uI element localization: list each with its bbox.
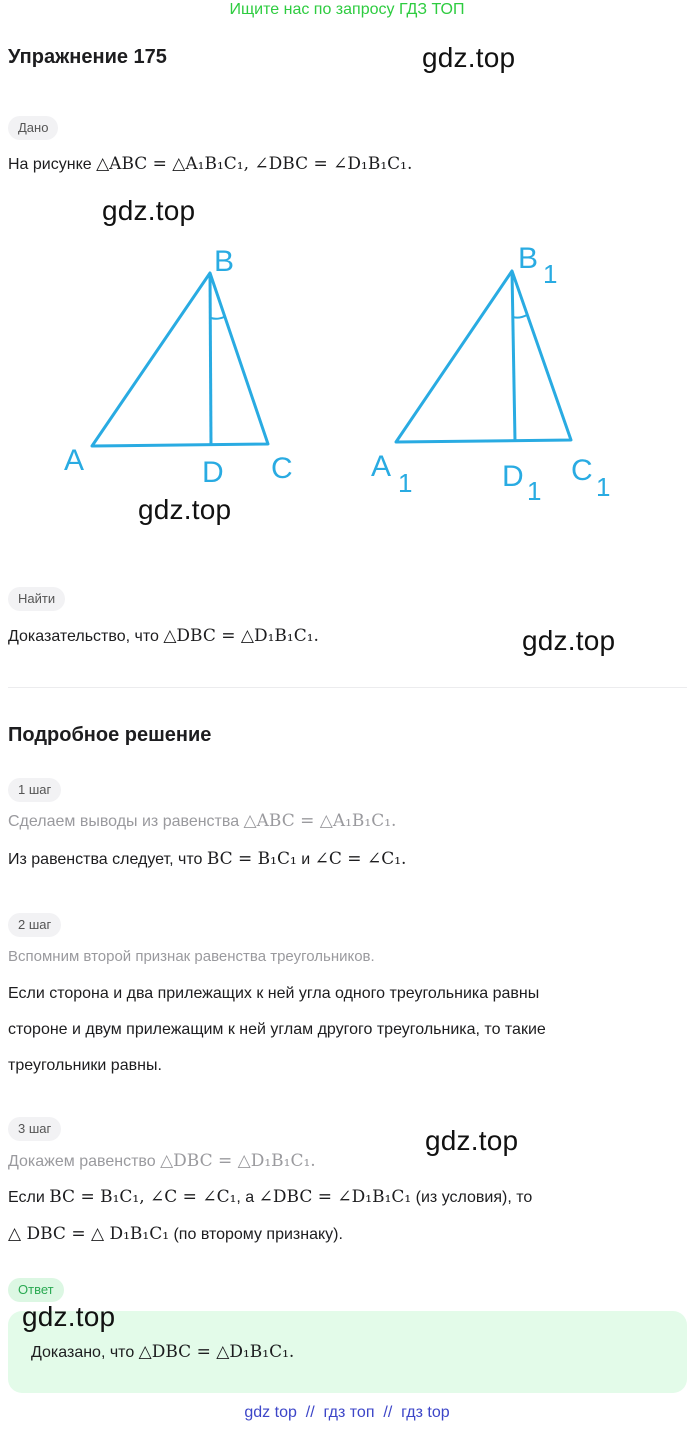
angle-mark-d1b1c1 — [513, 315, 527, 318]
step-1-text-prefix: Из равенства следует, что — [8, 851, 207, 868]
label-c1: C — [571, 454, 593, 487]
label-c1-sub: 1 — [596, 472, 611, 502]
step-3-tag: 3 шаг — [8, 1117, 61, 1141]
answer-math: △DBC = △D₁B₁C₁. — [138, 1342, 295, 1362]
step-1-hint-prefix: Сделаем выводы из равенства — [8, 813, 244, 830]
step-1-math-2: ∠C = ∠C₁. — [314, 849, 407, 869]
given-text — [8, 154, 412, 174]
search-banner[interactable]: Ищите нас по запросу ГДЗ ТОП — [229, 1, 465, 18]
label-d: D — [202, 456, 224, 489]
label-d1: D — [502, 460, 524, 493]
step-2-text — [8, 976, 688, 1084]
watermark: gdz.top — [138, 494, 232, 525]
segment-b1d1 — [512, 271, 515, 441]
angle-mark-dbc — [211, 317, 224, 319]
label-d1-sub: 1 — [527, 476, 542, 506]
step-3-l1-a: Если — [8, 1189, 50, 1206]
label-a: A — [64, 444, 85, 477]
find-math: △DBC = △D₁B₁C₁. — [163, 626, 319, 646]
given-prefix: На рисунке — [8, 156, 97, 173]
page-title: Упражнение 175 — [8, 46, 167, 68]
given-tag: Дано — [8, 116, 58, 140]
step-2-hint: Вспомним второй признак равенства треугольников. — [8, 948, 375, 965]
watermark: gdz.top — [102, 195, 196, 226]
label-b1-sub: 1 — [543, 259, 558, 289]
step-3-l2-c: (по второму признаку). — [169, 1226, 343, 1243]
label-b1: B — [518, 242, 539, 275]
label-c: C — [271, 452, 293, 485]
step-2-line-3: треугольники равны. — [8, 1057, 162, 1074]
find-text — [8, 626, 319, 646]
step-3-l2-math: △ DBC = △ D₁B₁C₁ — [8, 1224, 170, 1244]
watermark: gdz.top — [522, 625, 616, 656]
answer-tag: Ответ — [8, 1278, 64, 1302]
find-prefix: Доказательство, что — [8, 628, 164, 645]
step-3-l1-math-1: BC = B₁C₁, ∠C = ∠C₁ — [49, 1187, 237, 1207]
step-1-hint-math: △ABC = △A₁B₁C₁. — [243, 811, 397, 831]
watermark: gdz.top — [22, 1301, 116, 1332]
step-1-text — [8, 849, 406, 869]
step-3-hint-math: △DBC = △D₁B₁C₁. — [160, 1151, 316, 1171]
step-1-hint — [8, 811, 396, 831]
triangle-abc — [92, 273, 268, 446]
step-3-l1-math-2: ∠DBC = ∠D₁B₁C₁ — [258, 1187, 412, 1207]
step-3-line-2 — [8, 1224, 343, 1244]
triangles-figure — [0, 230, 694, 520]
segment-bd — [210, 273, 211, 445]
step-3-l1-b: , а — [236, 1189, 259, 1206]
divider — [8, 687, 687, 688]
watermark: gdz.top — [425, 1125, 519, 1156]
step-2-line-2: стороне и двум прилежащим к ней углам другого треугольника, то такие — [8, 1021, 546, 1038]
step-3-line-1 — [8, 1187, 532, 1207]
label-a1-sub: 1 — [398, 468, 413, 498]
watermark: gdz.top — [422, 42, 516, 73]
answer-prefix: Доказано, что — [31, 1344, 139, 1361]
triangle-a1b1c1 — [396, 271, 571, 442]
step-3-hint — [8, 1151, 316, 1171]
step-2-tag: 2 шаг — [8, 913, 61, 937]
find-tag: Найти — [8, 587, 65, 611]
solution-heading: Подробное решение — [8, 724, 212, 746]
step-1-math-1: BC = B₁C₁ — [206, 849, 297, 869]
step-3-l1-c: (из условия), то — [411, 1189, 533, 1206]
step-1-tag: 1 шаг — [8, 778, 61, 802]
label-a1: A — [371, 450, 392, 483]
answer-text — [31, 1342, 294, 1362]
footer-links[interactable]: gdz top // гдз топ // гдз top — [244, 1404, 450, 1421]
label-b: B — [214, 245, 235, 278]
step-1-text-mid: и — [296, 851, 315, 868]
given-math: △ABC = △A₁B₁C₁, ∠DBC = ∠D₁B₁C₁. — [96, 154, 413, 174]
step-3-hint-prefix: Докажем равенство — [8, 1153, 161, 1170]
step-2-line-1: Если сторона и два прилежащих к ней угла одного треугольника равны — [8, 985, 540, 1002]
